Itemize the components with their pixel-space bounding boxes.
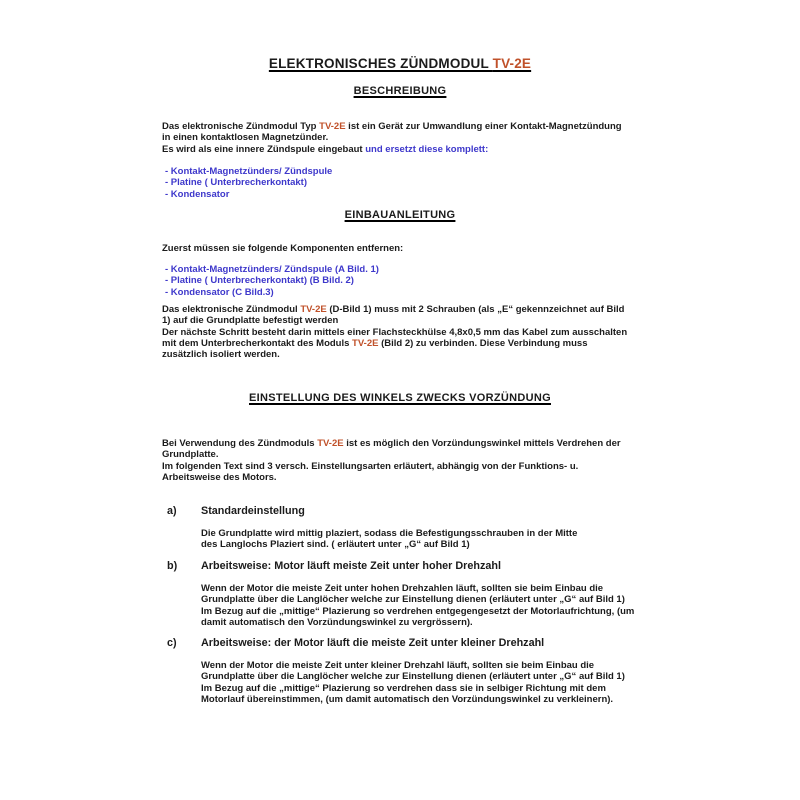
text-segment: ist es möglich den Vorzündungswinkel mittels Verdrehen der — [343, 438, 621, 449]
text-segment: zusätzlich isoliert werden. — [162, 349, 280, 361]
text-segment: (D-Bild 1) muss mit 2 Schrauben (als „E“ gekennzeichnet auf Bild — [326, 304, 625, 315]
section-c-body-line-0 — [201, 660, 625, 671]
text-segment: Standardeinstellung — [201, 505, 305, 517]
para-einstellung-line-3 — [162, 472, 621, 483]
text-segment: ist ein Gerät zur Umwandlung einer Kontakt-Magnetzündung — [345, 121, 622, 132]
list-entfernen — [165, 264, 379, 298]
para-einstellung-line-2 — [162, 461, 621, 472]
section-b-body — [201, 583, 634, 628]
text-segment: Das elektronische Zündmodul Typ — [162, 121, 320, 132]
para-montage-line-3 — [162, 338, 627, 349]
list-komponenten — [165, 166, 332, 200]
text-segment: TV-2E — [352, 338, 379, 350]
heading-einbauanleitung — [0, 209, 800, 222]
section-c-heading — [167, 637, 544, 650]
para-montage-line-1 — [162, 315, 627, 326]
text-segment: Arbeitsweise des Motors. — [162, 472, 277, 484]
doc-title — [0, 56, 800, 71]
para-zuerst — [162, 243, 403, 254]
text-segment: TV-2E — [300, 304, 327, 315]
heading-einstellung — [0, 392, 800, 405]
text-segment: des Langlochs Plaziert sind. ( erläutert unter „G“ auf Bild 1) — [201, 539, 470, 551]
para-beschreibung-line-1 — [162, 132, 622, 143]
text-segment: Der nächste Schritt besteht darin mittels einer Flachsteckhülse 4,8x0,5 mm das Kabel zum ausschalten — [162, 326, 628, 338]
text-segment: Grundplatte. — [162, 449, 219, 461]
para-einstellung-line-0 — [162, 438, 621, 449]
text-segment: in einen kontaktlosen Magnetzünder. — [162, 132, 329, 144]
text-segment: TV-2E — [317, 438, 344, 449]
doc-title-line-0 — [0, 56, 800, 71]
para-beschreibung-line-0 — [162, 121, 622, 132]
section-c-body-line-2 — [201, 683, 625, 694]
para-einstellung-line-1 — [162, 449, 621, 460]
para-montage-line-0 — [162, 304, 627, 315]
section-b-body-line-0 — [201, 583, 634, 594]
text-segment: - Kontakt-Magnetzünders/ Zündspule — [165, 166, 333, 177]
para-zuerst-line-0 — [162, 243, 403, 254]
section-b-body-line-1 — [201, 594, 634, 605]
text-segment: Es wird als eine innere Zündspule eingebaut — [162, 143, 366, 155]
list-komponenten-line-0 — [165, 166, 332, 177]
para-montage — [162, 304, 627, 361]
text-segment: Grundplatte über die Langlöcher welche zur Einstellung dienen (erläutert unter „G“ auf Bild 1) — [201, 671, 625, 683]
section-c-body — [201, 660, 625, 705]
section-a-body-line-1 — [201, 539, 577, 550]
section-a-body — [201, 528, 577, 551]
heading-einbauanleitung-line-0 — [0, 209, 800, 222]
heading-einstellung-line-0 — [0, 392, 800, 405]
text-segment: Motorlauf übereinstimmen, (um damit automatisch den Vorzündungswinkel zu verkleinern). — [201, 694, 614, 706]
para-beschreibung-line-2 — [162, 144, 622, 155]
text-segment: Grundplatte über die Langlöcher welche zur Einstellung dienen (erläutert unter „G“ auf Bild 1) — [201, 594, 625, 606]
text-segment: Die Grundplatte wird mittig plaziert, sodass die Befestigungsschrauben in der Mitte — [201, 528, 578, 539]
text-segment: 1) auf die Grundplatte befestigt werden — [162, 315, 339, 327]
text-segment: - Platine ( Unterbrecherkontakt) — [165, 177, 307, 189]
section-b-body-line-3 — [201, 617, 634, 628]
text-segment: TV-2E — [319, 121, 346, 132]
text-segment: - Kontakt-Magnetzünders/ Zündspule (A Bild. 1) — [165, 264, 379, 275]
section-c-heading-line-0 — [167, 637, 544, 650]
section-c-heading-label: c) — [167, 637, 177, 649]
text-segment: Arbeitsweise: der Motor läuft die meiste Zeit unter kleiner Drehzahl — [201, 637, 545, 649]
section-a-heading-line-0 — [167, 505, 305, 518]
text-segment: Im Bezug auf die „mittige“ Plazierung so verdrehen dass sie in selbiger Richtung mit dem — [201, 682, 606, 694]
text-segment: Wenn der Motor die meiste Zeit unter kleiner Drehzahl läuft, sollten sie beim Einbau die — [201, 660, 595, 671]
text-segment: - Platine ( Unterbrecherkontakt) (B Bild. 2) — [165, 275, 354, 287]
section-c-body-line-3 — [201, 694, 625, 705]
para-beschreibung — [162, 121, 622, 155]
section-b-heading — [167, 560, 501, 573]
para-einstellung — [162, 438, 621, 483]
section-c-body-line-1 — [201, 671, 625, 682]
list-komponenten-line-1 — [165, 177, 332, 188]
text-segment: Im Bezug auf die „mittige“ Plazierung so verdrehen entgegengesetzt der Motorlaufrichtung, (um — [201, 605, 635, 617]
text-segment: Zuerst müssen sie folgende Komponenten entfernen: — [162, 243, 404, 254]
text-segment: EINBAUANLEITUNG — [344, 209, 456, 221]
list-entfernen-line-2 — [165, 287, 379, 298]
text-segment: (Bild 2) zu verbinden. Diese Verbindung muss — [378, 338, 588, 350]
text-segment: BESCHREIBUNG — [353, 85, 447, 97]
para-montage-line-2 — [162, 327, 627, 338]
section-b-heading-label: b) — [167, 560, 178, 572]
list-entfernen-line-0 — [165, 264, 379, 275]
text-segment: - Kondensator — [165, 188, 230, 200]
text-segment: EINSTELLUNG DES WINKELS ZWECKS VORZÜNDUNG — [249, 392, 551, 404]
list-komponenten-line-2 — [165, 189, 332, 200]
text-segment: Bei Verwendung des Zündmoduls — [162, 438, 318, 449]
text-segment: Im folgenden Text sind 3 versch. Einstellungsarten erläutert, abhängig von der Funktions- u. — [162, 460, 579, 472]
section-a-body-line-0 — [201, 528, 577, 539]
text-segment: TV-2E — [492, 56, 532, 71]
section-a-heading — [167, 505, 305, 518]
text-segment: Arbeitsweise: Motor läuft meiste Zeit unter hoher Drehzahl — [201, 560, 501, 572]
text-segment: Das elektronische Zündmodul — [162, 304, 301, 315]
list-entfernen-line-1 — [165, 275, 379, 286]
text-segment: damit automatisch den Vorzündungswinkel zu vergrössern). — [201, 617, 473, 629]
text-segment: Wenn der Motor die meiste Zeit unter hohen Drehzahlen läuft, sollten sie beim Einbau die — [201, 583, 604, 594]
section-b-body-line-2 — [201, 606, 634, 617]
heading-beschreibung — [0, 85, 800, 98]
section-a-heading-label: a) — [167, 505, 177, 517]
text-segment: mit dem Unterbrecherkontakt des Moduls — [162, 338, 353, 350]
para-montage-line-4 — [162, 349, 627, 360]
text-segment: ELEKTRONISCHES ZÜNDMODUL — [268, 56, 493, 71]
section-b-heading-line-0 — [167, 560, 501, 573]
heading-beschreibung-line-0 — [0, 85, 800, 98]
text-segment: - Kondensator (C Bild.3) — [165, 286, 274, 298]
text-segment: und ersetzt diese komplett: — [365, 143, 489, 155]
